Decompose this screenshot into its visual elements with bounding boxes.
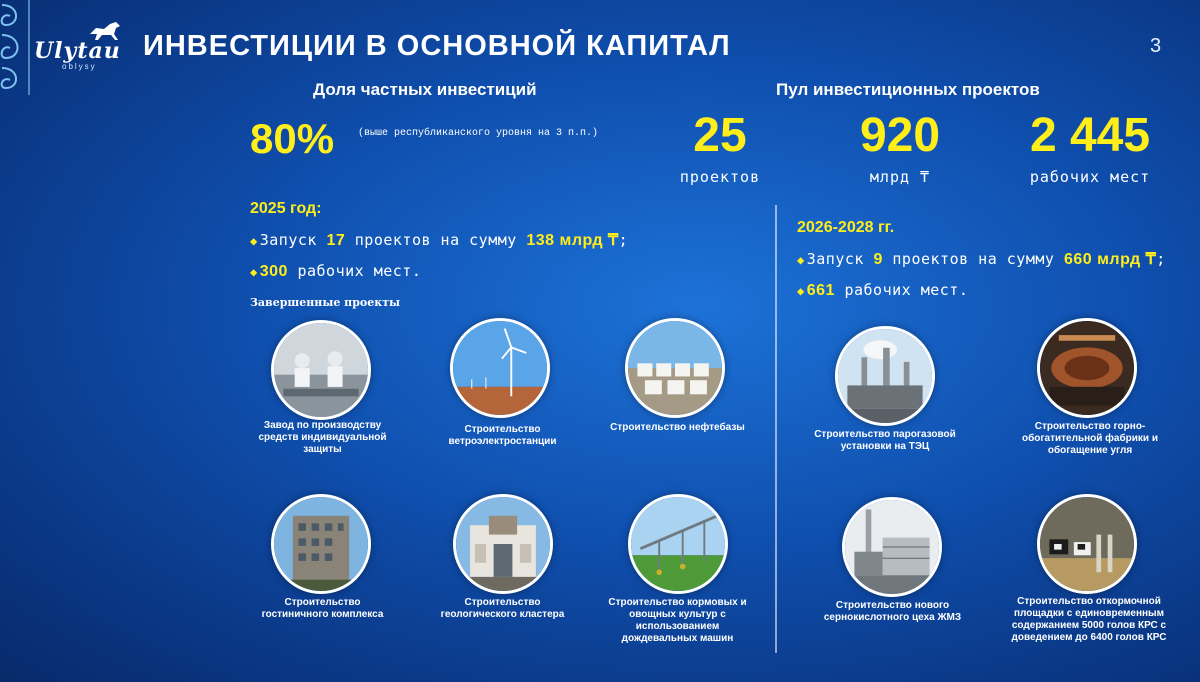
project-photo-hotel xyxy=(271,494,371,594)
stat-billion xyxy=(825,109,975,186)
year-2025-title: 2025 год: xyxy=(250,200,322,217)
year-2025-jobs-line: ◆ 300 рабочих мест. xyxy=(250,262,422,280)
project-photo-irrigation xyxy=(628,494,728,594)
project-photo-sulfuric-acid-plant xyxy=(842,497,942,597)
page-title: ИНВЕСТИЦИИ В ОСНОВНОЙ КАПИТАЛ xyxy=(143,30,731,62)
year-2025-launch-line: ◆ Запуск 17 проектов на сумму 138 млрд ₸; xyxy=(250,231,629,249)
project-caption: Строительство геологического кластера xyxy=(440,597,565,620)
page-number: 3 xyxy=(1150,35,1162,57)
stat-value: 920 xyxy=(859,109,941,162)
project-caption: Строительство горно-обогатительной фабрики и обогащение угля xyxy=(1021,421,1159,456)
project-photo-wind-farm xyxy=(450,318,550,418)
diamond-bullet-icon: ◆ xyxy=(797,284,805,298)
project-caption: Строительство нефтебазы xyxy=(610,422,745,433)
project-photo-processing-plant xyxy=(1037,318,1137,418)
ulytau-logo xyxy=(22,18,122,71)
project-caption: Строительство ветроэлектростанции xyxy=(448,424,557,447)
diamond-bullet-icon: ◆ xyxy=(797,253,805,267)
logo-subtitle: oblysy xyxy=(62,62,97,71)
year-2026-jobs-line: ◆ 661 рабочих мест. xyxy=(797,281,969,299)
stat-value: 25 xyxy=(693,109,747,162)
section-divider xyxy=(775,205,777,653)
project-caption: Строительство гостиничного комплекса xyxy=(261,597,384,620)
stat-unit: рабочих мест xyxy=(1029,168,1151,186)
private-share-note: (выше республиканского уровня на 3 п.п.) xyxy=(358,128,599,139)
project-caption: Строительство нового сернокислотного цеха ЖМЗ xyxy=(823,600,962,623)
private-share-value: 80% xyxy=(250,115,335,162)
project-caption: Строительство кормовых и овощных культур с использованием дождевальных машин xyxy=(608,597,747,644)
project-caption: Завод по производству средств индивидуальной защиты xyxy=(258,420,387,455)
diamond-bullet-icon: ◆ xyxy=(250,234,258,248)
pool-heading: Пул инвестиционных проектов xyxy=(776,80,1040,99)
project-photo-ppe-factory xyxy=(271,320,371,420)
project-photo-oil-depot xyxy=(625,318,725,418)
project-photo-gas-power-plant xyxy=(835,326,935,426)
project-photo-cattle-feedlot xyxy=(1037,494,1137,594)
project-caption: Строительство парогазовой установки на ТЭЦ xyxy=(814,429,956,452)
diamond-bullet-icon: ◆ xyxy=(250,265,258,279)
stat-projects xyxy=(645,109,795,186)
stat-unit: проектов xyxy=(679,168,761,186)
year-2026-launch-line: ◆ Запуск 9 проектов на сумму 660 млрд ₸; xyxy=(797,250,1166,268)
private-share-heading: Доля частных инвестиций xyxy=(313,80,537,99)
stat-value: 2 445 xyxy=(1029,109,1151,162)
stat-jobs xyxy=(1010,109,1170,186)
year-2026-title: 2026-2028 гг. xyxy=(797,219,895,236)
stat-unit: млрд ₸ xyxy=(869,168,931,186)
project-photo-geology-cluster xyxy=(453,494,553,594)
completed-projects-label: Завершенные проекты xyxy=(250,296,401,309)
project-caption: Строительство откормочной площадки с единовременным содержанием 5000 голов КРС с доведением до 6400 голов КРС xyxy=(1011,596,1167,643)
logo-wordmark: Ulytau xyxy=(34,38,121,64)
